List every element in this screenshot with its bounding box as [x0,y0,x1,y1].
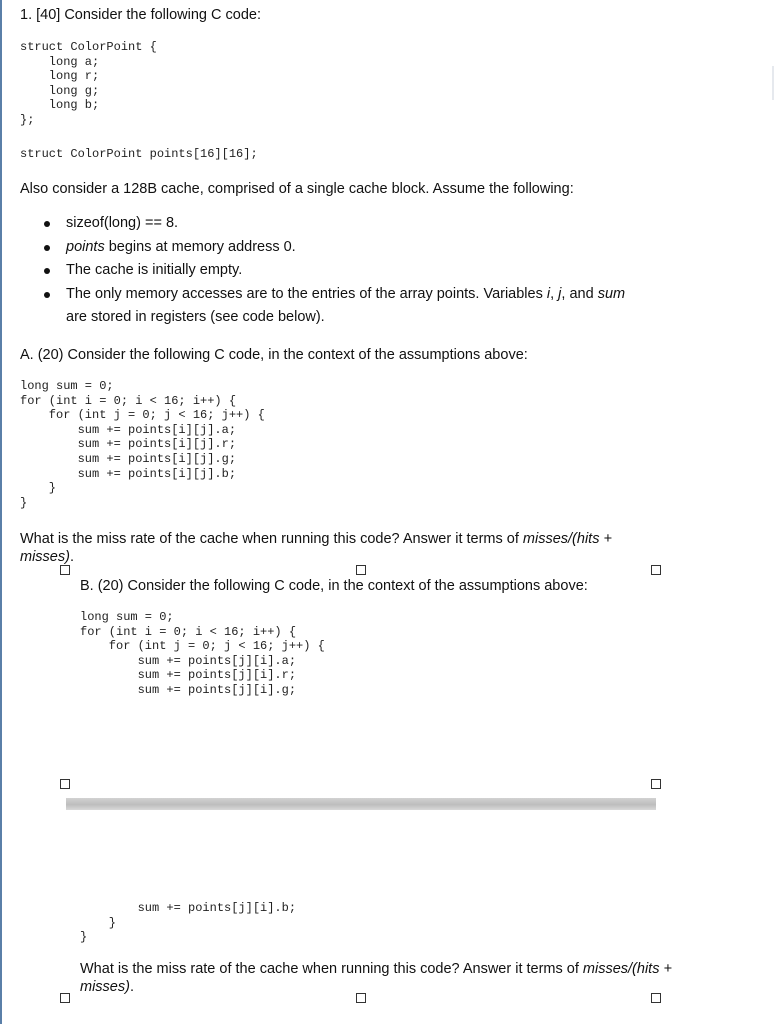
frame-handle-bottom-right[interactable] [651,993,661,1003]
frame-handle-top-left[interactable] [60,565,70,575]
frame-handle-top-middle[interactable] [356,565,366,575]
frame-handle-bottom-left[interactable] [60,993,70,1003]
part-b-question: What is the miss rate of the cache when running this code? Answer it terms of misses/(hits + [80,961,672,977]
assumption-sizeof: sizeof(long) == 8. [20,212,660,236]
frame-handle-mid-right[interactable] [651,779,661,789]
question-heading: 1. [40] Consider the following C code: [20,7,261,23]
assumption-memory-accesses: The only memory accesses are to the entries of the array points. Variables i, j, and sum are stored in registers (see code below). [20,283,660,330]
part-b-code-bottom: sum += points[j][i].b; } } [80,901,297,945]
part-a-question: What is the miss rate of the cache when running this code? Answer it terms of misses/(hits + [20,531,612,547]
assumption-cache-empty: The cache is initially empty. [20,259,660,283]
left-margin-rule [0,0,2,1024]
part-a-question-cont: misses). [20,549,74,565]
frame-handle-bottom-middle[interactable] [356,993,366,1003]
cache-intro: Also consider a 128B cache, comprised of a single cache block. Assume the following: [20,181,574,197]
frame-handle-top-right[interactable] [651,565,661,575]
array-declaration: struct ColorPoint points[16][16]; [20,147,258,161]
page-break-bar [66,798,656,810]
part-b-heading: B. (20) Consider the following C code, in the context of the assumptions above: [80,578,588,594]
part-b-code-top: long sum = 0; for (int i = 0; i < 16; i++) { for (int j = 0; j < 16; j++) { sum += points[j][i].a; sum += points[j][i].r; sum += points[j][i].g; [80,610,325,697]
part-b-question-cont: misses). [80,979,134,995]
part-a-heading: A. (20) Consider the following C code, in the context of the assumptions above: [20,347,528,363]
assumption-points-address: points begins at memory address 0. [20,236,660,260]
assumption-list [20,212,660,330]
part-a-code: long sum = 0; for (int i = 0; i < 16; i++) { for (int j = 0; j < 16; j++) { sum += points[i][j].a; sum += points[i][j].r; sum += points[i][j].g; sum += points[i][j].b; } } [20,379,265,510]
frame-handle-mid-left[interactable] [60,779,70,789]
struct-code: struct ColorPoint { long a; long r; long g; long b; }; [20,40,157,127]
